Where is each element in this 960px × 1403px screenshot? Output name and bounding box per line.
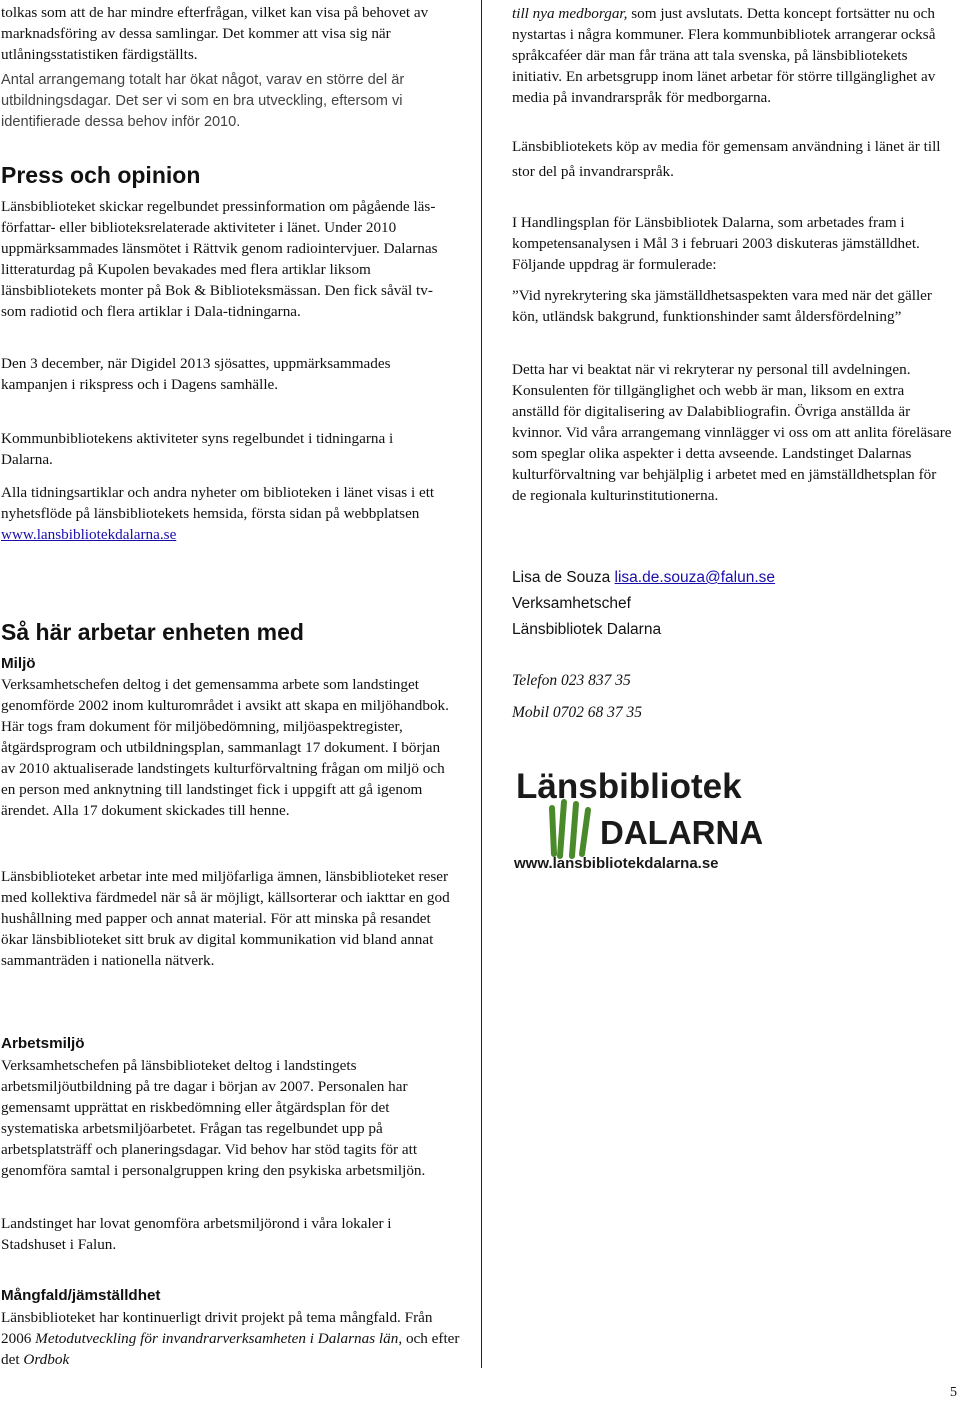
diversity-italic-2: Ordbok <box>23 1351 70 1368</box>
press-paragraph-1: Länsbiblioteket skickar regelbundet pressinformation om pågående läs- författar- eller biblioteksrelaterade aktiviteter i länet. Under 2010 uppmärksammades länsmötet i Rättvik genom radiointervjuer. Dalarnas litteraturdag på Kupolen bevakades med flera artiklar liksom länsbibliotekets monter på Bok & Biblioteksmässan. Den fick såväl tv- som radiotid och flera artiklar i Dala-tidningarna. <box>1 198 438 320</box>
work-environment-heading: Arbetsmiljö <box>1 1035 85 1052</box>
diversity-text-a: Länsbiblioteket har kontinuerligt drivit projekt på tema mångfald. Från 2006 <box>1 1309 433 1347</box>
page-number: 5 <box>950 1385 957 1400</box>
environment-paragraph-2: Länsbiblioteket arbetar inte med miljöfarliga ämnen, länsbiblioteket reser med kollektiva färdmedel när så är möjligt, källsorterar och iakttar en god hushållning med papper och annat material. För att minska på resandet ökar länsbiblioteket sitt bruk av digital kommunikation vid bland annat sammanträden i nationella nätverk. <box>1 868 450 969</box>
phone-number: Telefon 023 837 35 <box>512 672 631 689</box>
signature-name: Lisa de Souza <box>512 569 615 586</box>
press-paragraph-4 <box>1 482 461 545</box>
diversity-paragraph <box>1 1307 461 1370</box>
work-environment-paragraph-1: Verksamhetschefen på länsbiblioteket deltog i landstingets arbetsmiljöutbildning på tre dagar i början av 2007. Personalen har gemensamt upprättat en riskbedömning eller åtgärdsplan för det systematiska arbetsmiljöarbetet. Frågan tas regelbundet upp på arbetsplatsträff och planeringsdagar. Vid behov har stöd tagits för att genomföra samtal i personalgruppen kring den psykiska arbetsmiljön. <box>1 1057 426 1179</box>
signature-organization: Länsbibliotek Dalarna <box>512 621 662 638</box>
right-paragraph-3: I Handlingsplan för Länsbibliotek Dalarna, som arbetades fram i kompetensanalysen i Mål 3 i februari 2003 diskuteras jämställdhet. Följande uppdrag är formulerade: <box>512 214 920 273</box>
press-paragraph-3: Kommunbibliotekens aktiviteter syns regelbundet i tidningarna i Dalarna. <box>1 430 394 468</box>
environment-paragraph-1: Verksamhetschefen deltog i det gemensamma arbete som landstinget genomförde 2002 inom kulturområdet i avsikt att skapa en miljöhandbok. Här togs fram dokument för miljöbedömning, miljöaspektregister, åtgärdsprogram och utbildningsplan, sammanlagt 17 dokument. I början av 2010 aktualiserade landstingets kulturförvaltning frågan om miljö och en person med anknytning till landstinget fick i uppgift att gå igenom ärendet. Alla 17 dokument skickades till henne. <box>1 676 449 819</box>
right-paragraph-1 <box>512 3 952 108</box>
press-paragraph-4-text: Alla tidningsartiklar och andra nyheter om biblioteken i länet visas i ett nyhetsflöde på länsbibliotekets hemsida, första sidan på webbplatsen <box>1 484 435 522</box>
right-paragraph-1-italic: till nya medborgar, <box>512 5 628 22</box>
press-paragraph-2: Den 3 december, när Digidel 2013 sjösattes, uppmärksammades kampanjen i rikspress och i Dagens samhälle. <box>1 355 391 393</box>
right-quote: ”Vid nyrekrytering ska jämställdhetsaspekten vara med när det gäller kön, utländsk bakgrund, funktionshinder samt åldersfördelning” <box>512 287 932 325</box>
lansbibliotek-dalarna-logo <box>512 764 762 872</box>
signature-title: Verksamhetschef <box>512 595 631 612</box>
signature-name-line <box>512 565 775 591</box>
diversity-italic-1: Metodutveckling för invandrarverksamheten i Dalarnas län <box>35 1330 399 1347</box>
mobile-number: Mobil 0702 68 37 35 <box>512 704 643 721</box>
right-paragraph-4: Detta har vi beaktat när vi rekryterar ny personal till avdelningen. Konsulenten för tillgänglighet och webb är man, liksom en extra anställd för digitalisering av Dalabibliografin. Övriga anställda är kvinnor. Vid våra arrangemang vinnlägger vi oss om att anlita föreläsare som speglar olika aspekter i detta avseende. Landstinget Dalarnas kulturförvaltning var behjälplig i arbetet med en jämställdhetsplan för de regionala kulturinstitutionerna. <box>512 361 952 504</box>
right-paragraph-2: Länsbibliotekets köp av media för gemensam användning i länet är till stor del på invandrarspråk. <box>512 138 941 180</box>
logo-graphic <box>512 764 762 872</box>
diversity-text-b: , och efter det <box>1 1330 460 1368</box>
signature-email-link[interactable]: lisa.de.souza@falun.se <box>614 569 776 586</box>
intro-paragraph-1: tolkas som att de har mindre efterfrågan, vilket kan visa på behovet av marknadsföring av dessa samlingar. Det kommer att visa sig när utlåningsstatistiken färdigställts. <box>1 4 429 63</box>
logo-word-lansbibliotek: Länsbibliotek <box>516 767 742 806</box>
right-paragraph-1-text: som just avslutats. Detta koncept fortsätter nu och nystartas i några kommuner. Flera kommunbibliotek arrangerar också språkcaféer där man får träna att tala svenska, på länsbibliotekets initiativ. En arbetsgrupp inom länet arbetar för större tillgänglighet av media på invandrarspråk för medborgarna. <box>512 5 936 106</box>
diversity-heading: Mångfald/jämställdhet <box>1 1287 161 1304</box>
logo-grass-mark <box>552 802 588 856</box>
signature-block <box>512 565 775 643</box>
press-heading: Press och opinion <box>1 162 201 188</box>
logo-word-dalarna: DALARNA <box>600 814 762 851</box>
intro-paragraph-2: Antal arrangemang totalt har ökat något, varav en större del är utbildningsdagar. Det ser vi som en bra utveckling, eftersom vi identifierade dessa behov inför 2010. <box>1 72 405 130</box>
work-environment-paragraph-2: Landstinget har lovat genomföra arbetsmiljörond i våra lokaler i Stadshuset i Falun. <box>1 1215 392 1253</box>
website-link[interactable]: www.lansbibliotekdalarna.se <box>1 526 177 543</box>
logo-url: www.lansbibliotekdalarna.se <box>514 855 719 872</box>
work-heading: Så här arbetar enheten med <box>1 619 304 645</box>
column-divider <box>481 0 482 1368</box>
environment-heading: Miljö <box>1 655 36 672</box>
